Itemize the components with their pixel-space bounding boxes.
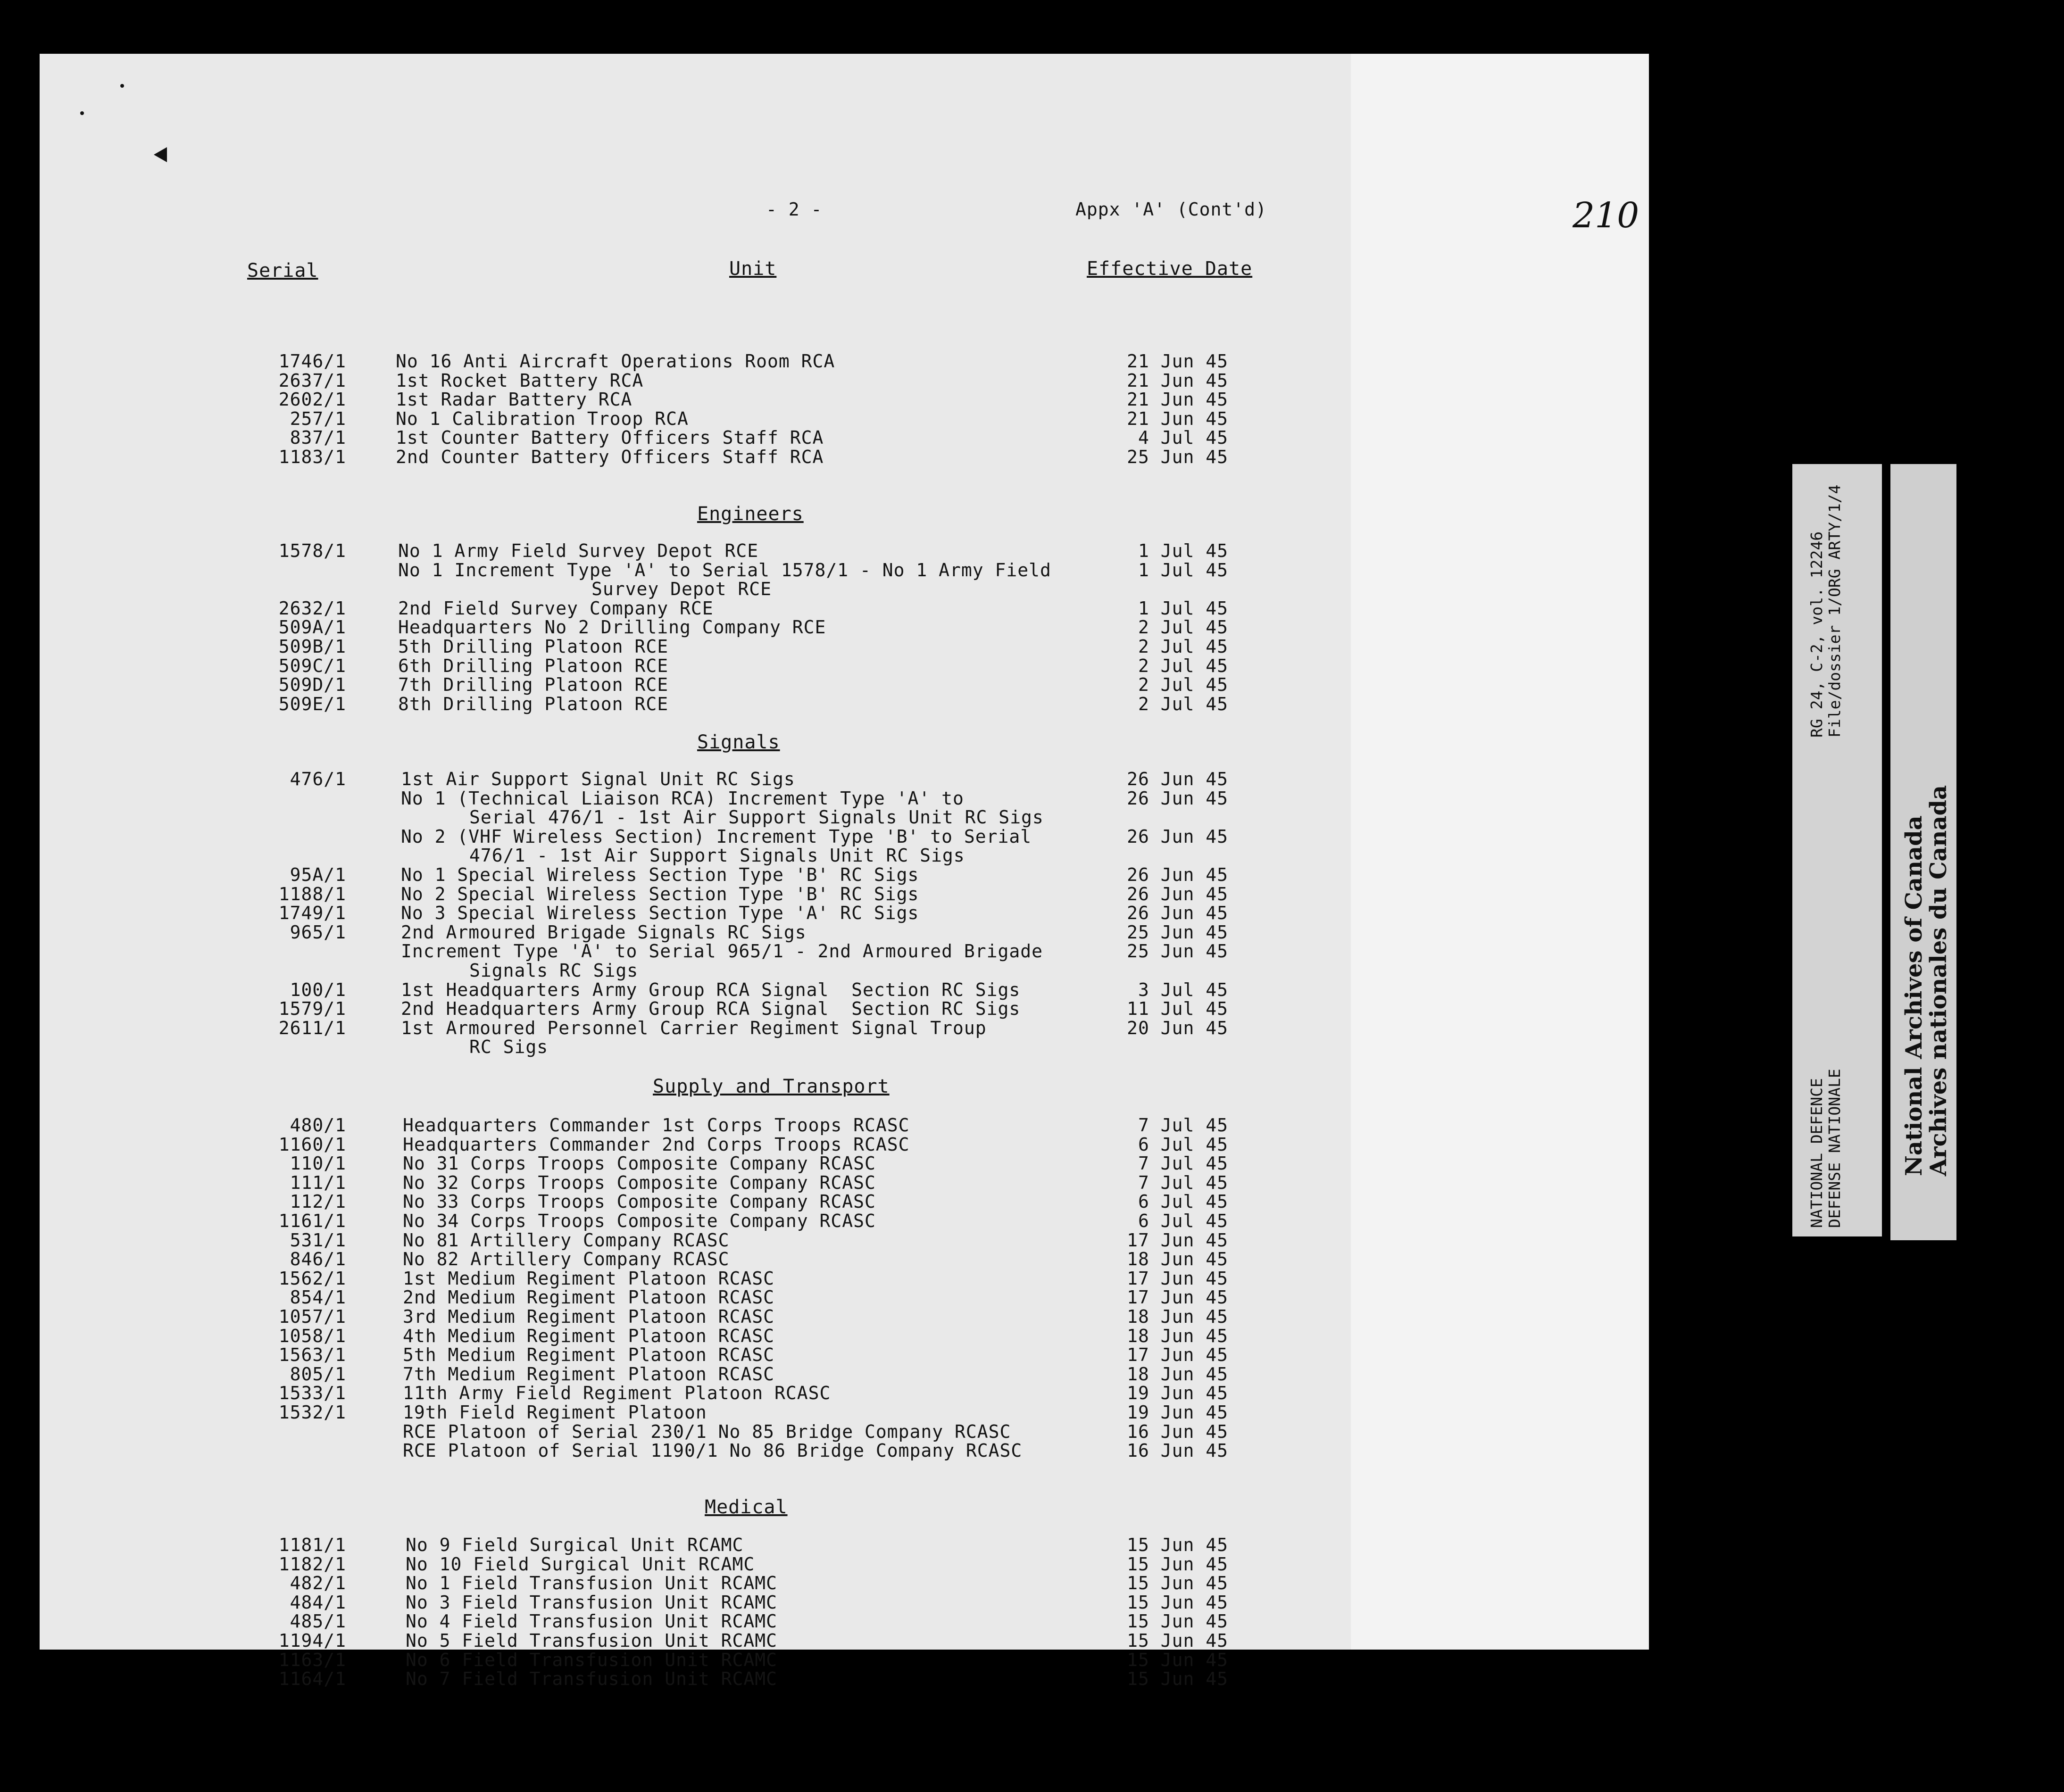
serial-cell: 1188/1	[278, 883, 346, 904]
effective-date-cell: 19 Jun 45	[1127, 1402, 1228, 1423]
unit-cell: 11th Army Field Regiment Platoon RCASC	[403, 1383, 831, 1404]
unit-cell: No 1 Field Transfusion Unit RCAMC	[406, 1573, 777, 1594]
serial-cell: 509B/1	[278, 636, 346, 657]
unit-cell: RC Sigs	[469, 1037, 549, 1058]
serial-cell: 476/1	[290, 769, 346, 789]
department-fr: DEFENSE NATIONALE	[1825, 1069, 1844, 1228]
effective-date-cell: 16 Jun 45	[1127, 1421, 1228, 1442]
effective-date-cell: 7 Jul 45	[1138, 1115, 1228, 1136]
column-header-serial: Serial	[247, 260, 318, 282]
effective-date-cell: 19 Jun 45	[1127, 1383, 1228, 1404]
archive-stamp-strip	[1890, 464, 1956, 1240]
serial-cell: 1182/1	[278, 1553, 346, 1575]
unit-cell: 8th Drilling Platoon RCE	[398, 693, 669, 714]
effective-date-cell: 3 Jul 45	[1138, 979, 1228, 1000]
effective-date-cell: 20 Jun 45	[1127, 1017, 1228, 1038]
unit-cell: Serial 476/1 - 1st Air Support Signals Unit RC Sigs	[469, 807, 1044, 828]
unit-cell: No 33 Corps Troops Composite Company RCASC	[403, 1191, 876, 1212]
effective-date-cell: 17 Jun 45	[1127, 1268, 1228, 1289]
effective-date-cell: 26 Jun 45	[1127, 788, 1228, 809]
serial-cell: 480/1	[290, 1115, 346, 1136]
serial-cell: 1562/1	[278, 1268, 346, 1289]
serial-cell: 965/1	[290, 921, 346, 943]
unit-cell: 1st Rocket Battery RCA	[396, 370, 644, 391]
effective-date-cell: 25 Jun 45	[1127, 921, 1228, 943]
punch-mark-icon	[154, 147, 167, 162]
serial-cell: 1532/1	[278, 1402, 346, 1423]
serial-cell: 854/1	[290, 1287, 346, 1308]
serial-cell: 112/1	[290, 1191, 346, 1212]
effective-date-cell: 2 Jul 45	[1138, 655, 1228, 676]
unit-cell: Survey Depot RCE	[591, 579, 772, 600]
unit-cell: No 1 Special Wireless Section Type 'B' RC Sigs	[401, 864, 919, 885]
unit-cell: No 3 Field Transfusion Unit RCAMC	[406, 1592, 777, 1613]
serial-cell: 257/1	[290, 408, 346, 429]
effective-date-cell: 11 Jul 45	[1127, 998, 1228, 1020]
unit-cell: 7th Drilling Platoon RCE	[398, 674, 669, 696]
unit-cell: No 7 Field Transfusion Unit RCAMC	[406, 1668, 777, 1690]
serial-cell: 1057/1	[278, 1306, 346, 1327]
archive-reference-strip	[1792, 464, 1882, 1236]
effective-date-cell: 2 Jul 45	[1138, 693, 1228, 714]
unit-cell: 2nd Medium Regiment Platoon RCASC	[403, 1287, 774, 1308]
unit-cell: No 5 Field Transfusion Unit RCAMC	[406, 1630, 777, 1651]
serial-cell: 2637/1	[278, 370, 346, 391]
unit-cell: No 1 Army Field Survey Depot RCE	[398, 540, 759, 561]
unit-cell: 5th Drilling Platoon RCE	[398, 636, 669, 657]
unit-cell: 2nd Armoured Brigade Signals RC Sigs	[401, 921, 807, 943]
serial-cell: 1746/1	[278, 351, 346, 372]
serial-cell: 509E/1	[278, 693, 346, 714]
unit-cell: RCE Platoon of Serial 1190/1 No 86 Bridge Company RCASC	[403, 1440, 1023, 1461]
unit-cell: 1st Armoured Personnel Carrier Regiment Signal Troup	[401, 1017, 987, 1038]
effective-date-cell: 18 Jun 45	[1127, 1249, 1228, 1270]
unit-cell: No 10 Field Surgical Unit RCAMC	[406, 1553, 755, 1575]
unit-cell: 1st Counter Battery Officers Staff RCA	[396, 427, 824, 448]
effective-date-cell: 17 Jun 45	[1127, 1344, 1228, 1366]
serial-cell: 1164/1	[278, 1668, 346, 1690]
serial-cell: 1579/1	[278, 998, 346, 1020]
speck	[120, 84, 124, 88]
speck	[80, 111, 84, 115]
unit-cell: 4th Medium Regiment Platoon RCASC	[403, 1325, 774, 1346]
effective-date-cell: 18 Jun 45	[1127, 1363, 1228, 1385]
effective-date-cell: 26 Jun 45	[1127, 864, 1228, 885]
serial-cell: 1578/1	[278, 540, 346, 561]
effective-date-cell: 6 Jul 45	[1138, 1211, 1228, 1231]
unit-cell: No 16 Anti Aircraft Operations Room RCA	[396, 351, 835, 372]
unit-cell: No 82 Artillery Company RCASC	[403, 1249, 730, 1270]
effective-date-cell: 4 Jul 45	[1138, 427, 1228, 448]
effective-date-cell: 21 Jun 45	[1127, 408, 1228, 429]
unit-cell: 476/1 - 1st Air Support Signals Unit RC Sigs	[469, 845, 965, 866]
archive-stamp-fr: Archives nationales du Canada	[1925, 785, 1952, 1176]
serial-cell: 1563/1	[278, 1344, 346, 1366]
serial-cell: 2632/1	[278, 597, 346, 619]
effective-date-cell: 17 Jun 45	[1127, 1287, 1228, 1308]
serial-cell: 509C/1	[278, 655, 346, 676]
effective-date-cell: 25 Jun 45	[1127, 447, 1228, 467]
unit-cell: 6th Drilling Platoon RCE	[398, 655, 669, 676]
serial-cell: 1183/1	[278, 447, 346, 467]
appendix-label: Appx 'A' (Cont'd)	[1075, 199, 1267, 220]
serial-cell: 531/1	[290, 1229, 346, 1251]
effective-date-cell: 25 Jun 45	[1127, 941, 1228, 962]
archive-reference-1: RG 24, C-2, vol. 12246	[1807, 531, 1826, 738]
effective-date-cell: 15 Jun 45	[1127, 1592, 1228, 1613]
effective-date-cell: 2 Jul 45	[1138, 674, 1228, 696]
page-right-fold	[1351, 54, 1649, 1650]
unit-cell: No 6 Field Transfusion Unit RCAMC	[406, 1649, 777, 1670]
effective-date-cell: 15 Jun 45	[1127, 1649, 1228, 1670]
effective-date-cell: 16 Jun 45	[1127, 1440, 1228, 1461]
effective-date-cell: 18 Jun 45	[1127, 1306, 1228, 1327]
section-heading-signals: Signals	[697, 731, 780, 753]
unit-cell: 3rd Medium Regiment Platoon RCASC	[403, 1306, 774, 1327]
effective-date-cell: 15 Jun 45	[1127, 1630, 1228, 1651]
section-heading-supply: Supply and Transport	[653, 1076, 890, 1097]
serial-cell: 485/1	[290, 1611, 346, 1632]
unit-cell: No 32 Corps Troops Composite Company RCASC	[403, 1172, 876, 1193]
effective-date-cell: 7 Jul 45	[1138, 1153, 1228, 1174]
effective-date-cell: 15 Jun 45	[1127, 1611, 1228, 1632]
serial-cell: 1181/1	[278, 1535, 346, 1555]
serial-cell: 100/1	[290, 979, 346, 1000]
serial-cell: 1161/1	[278, 1211, 346, 1231]
serial-cell: 484/1	[290, 1592, 346, 1613]
serial-cell: 1160/1	[278, 1134, 346, 1155]
serial-cell: 805/1	[290, 1363, 346, 1385]
unit-cell: No 2 (VHF Wireless Section) Increment Type 'B' to Serial	[401, 826, 1032, 847]
unit-cell: Headquarters Commander 1st Corps Troops RCASC	[403, 1115, 910, 1136]
effective-date-cell: 26 Jun 45	[1127, 769, 1228, 789]
serial-cell: 509A/1	[278, 617, 346, 638]
section-heading-medical: Medical	[705, 1496, 788, 1518]
serial-cell: 95A/1	[290, 864, 346, 885]
serial-cell: 837/1	[290, 427, 346, 448]
unit-cell: No 3 Special Wireless Section Type 'A' RC Sigs	[401, 903, 919, 924]
unit-cell: 19th Field Regiment Platoon	[403, 1402, 707, 1423]
unit-cell: No 1 Calibration Troop RCA	[396, 408, 689, 429]
serial-cell: 1749/1	[278, 903, 346, 924]
column-header-effective-date: Effective Date	[1087, 258, 1253, 280]
unit-cell: No 1 Increment Type 'A' to Serial 1578/1 - No 1 Army Field	[398, 559, 1051, 581]
effective-date-cell: 1 Jul 45	[1138, 597, 1228, 619]
effective-date-cell: 21 Jun 45	[1127, 370, 1228, 391]
unit-cell: No 1 (Technical Liaison RCA) Increment Type 'A' to	[401, 788, 964, 809]
serial-cell: 111/1	[290, 1172, 346, 1193]
unit-cell: No 9 Field Surgical Unit RCAMC	[406, 1535, 744, 1555]
unit-cell: 7th Medium Regiment Platoon RCASC	[403, 1363, 774, 1385]
effective-date-cell: 15 Jun 45	[1127, 1668, 1228, 1690]
unit-cell: No 4 Field Transfusion Unit RCAMC	[406, 1611, 777, 1632]
effective-date-cell: 26 Jun 45	[1127, 903, 1228, 924]
effective-date-cell: 2 Jul 45	[1138, 636, 1228, 657]
archive-stamp-en: National Archives of Canada	[1901, 815, 1927, 1176]
serial-cell: 1533/1	[278, 1383, 346, 1404]
unit-cell: No 31 Corps Troops Composite Company RCASC	[403, 1153, 876, 1174]
document-page	[40, 54, 1649, 1690]
serial-cell: 1058/1	[278, 1325, 346, 1346]
page-marker: - 2 -	[766, 199, 823, 220]
serial-cell: 482/1	[290, 1573, 346, 1594]
unit-cell: 5th Medium Regiment Platoon RCASC	[403, 1344, 774, 1366]
effective-date-cell: 17 Jun 45	[1127, 1229, 1228, 1251]
serial-cell: 846/1	[290, 1249, 346, 1270]
effective-date-cell: 15 Jun 45	[1127, 1535, 1228, 1555]
section-heading-engineers: Engineers	[697, 503, 804, 525]
unit-cell: No 81 Artillery Company RCASC	[403, 1229, 730, 1251]
serial-cell: 110/1	[290, 1153, 346, 1174]
effective-date-cell: 15 Jun 45	[1127, 1573, 1228, 1594]
handwritten-page-number: 210	[1573, 195, 1640, 236]
unit-cell: 2nd Counter Battery Officers Staff RCA	[396, 447, 824, 467]
unit-cell: 1st Radar Battery RCA	[396, 389, 633, 410]
unit-cell: 2nd Field Survey Company RCE	[398, 597, 714, 619]
effective-date-cell: 26 Jun 45	[1127, 883, 1228, 904]
unit-cell: 2nd Headquarters Army Group RCA Signal Section RC Sigs	[401, 998, 1021, 1020]
effective-date-cell: 1 Jul 45	[1138, 559, 1228, 581]
unit-cell: RCE Platoon of Serial 230/1 No 85 Bridge Company RCASC	[403, 1421, 1011, 1442]
unit-cell: Headquarters Commander 2nd Corps Troops RCASC	[403, 1134, 910, 1155]
unit-cell: No 34 Corps Troops Composite Company RCASC	[403, 1211, 876, 1231]
unit-cell: 1st Medium Regiment Platoon RCASC	[403, 1268, 774, 1289]
serial-cell: 1194/1	[278, 1630, 346, 1651]
effective-date-cell: 1 Jul 45	[1138, 540, 1228, 561]
column-header-unit: Unit	[729, 258, 777, 280]
effective-date-cell: 6 Jul 45	[1138, 1191, 1228, 1212]
effective-date-cell: 7 Jul 45	[1138, 1172, 1228, 1193]
effective-date-cell: 6 Jul 45	[1138, 1134, 1228, 1155]
serial-cell: 509D/1	[278, 674, 346, 696]
archive-reference-2: File/dossier 1/ORG ARTY/1/4	[1825, 484, 1844, 738]
unit-cell: Signals RC Sigs	[469, 960, 639, 981]
effective-date-cell: 18 Jun 45	[1127, 1325, 1228, 1346]
unit-cell: 1st Headquarters Army Group RCA Signal Section RC Sigs	[401, 979, 1021, 1000]
effective-date-cell: 21 Jun 45	[1127, 389, 1228, 410]
effective-date-cell: 21 Jun 45	[1127, 351, 1228, 372]
effective-date-cell: 26 Jun 45	[1127, 826, 1228, 847]
unit-cell: Headquarters No 2 Drilling Company RCE	[398, 617, 826, 638]
serial-cell: 2602/1	[278, 389, 346, 410]
unit-cell: No 2 Special Wireless Section Type 'B' RC Sigs	[401, 883, 919, 904]
department-en: NATIONAL DEFENCE	[1807, 1078, 1826, 1228]
effective-date-cell: 15 Jun 45	[1127, 1553, 1228, 1575]
serial-cell: 2611/1	[278, 1017, 346, 1038]
effective-date-cell: 2 Jul 45	[1138, 617, 1228, 638]
unit-cell: Increment Type 'A' to Serial 965/1 - 2nd Armoured Brigade	[401, 941, 1043, 962]
serial-cell: 1163/1	[278, 1649, 346, 1670]
unit-cell: 1st Air Support Signal Unit RC Sigs	[401, 769, 795, 789]
